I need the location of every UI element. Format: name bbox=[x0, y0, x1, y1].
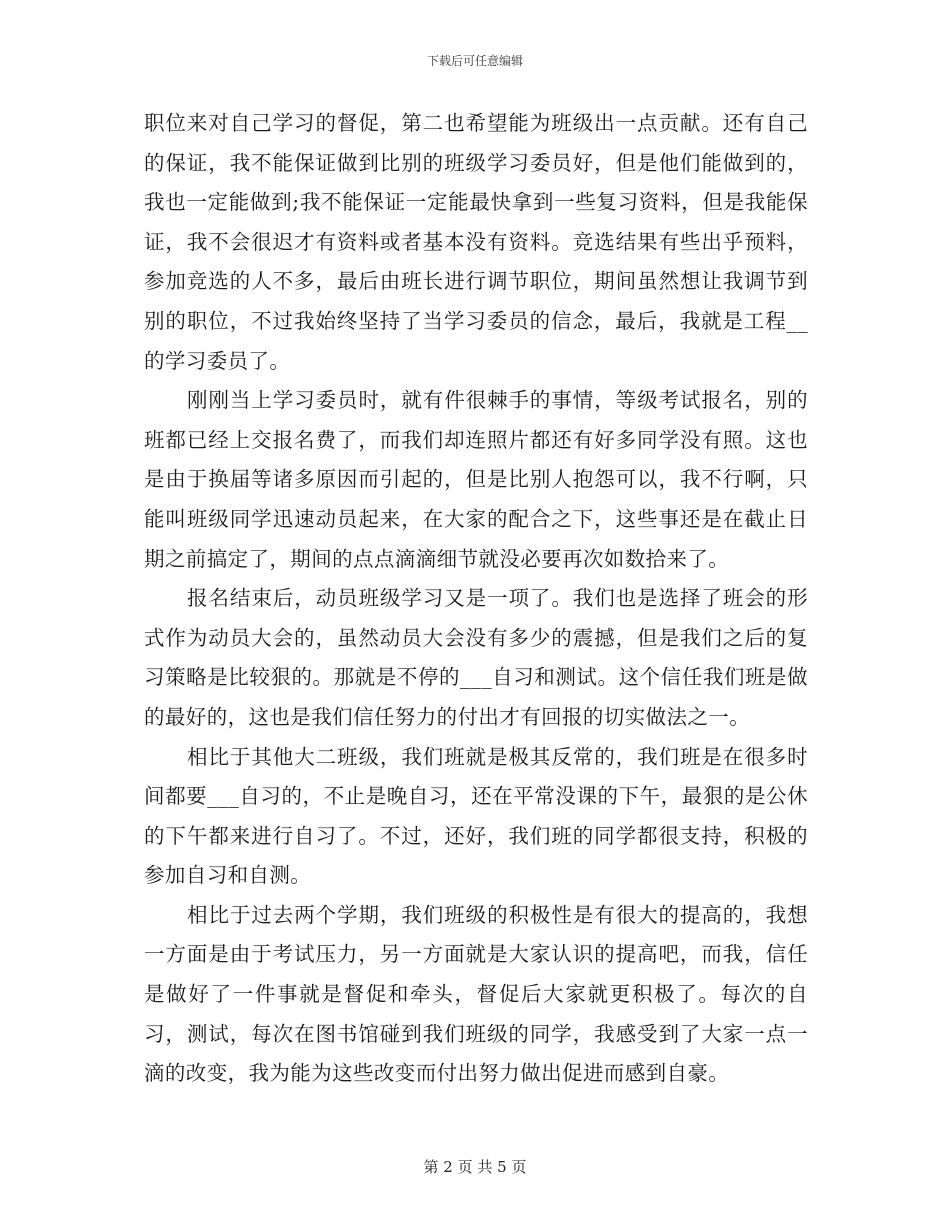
paragraph-3: 报名结束后，动员班级学习又是一项了。我们也是选择了班会的形式作为动员大会的，虽然动员大会没有多少的震撼，但是我们之后的复习策略是比较狠的。那就是不停的___自习和测试。这个信任我们班是做的最好的，这也是我们信任努力的付出才有回报的切实做法之一。 bbox=[144, 586, 808, 729]
paragraph-1: 职位来对自己学习的督促，第二也希望能为班级出一点贡献。还有自己的保证，我不能保证做到比别的班级学习委员好，但是他们能做到的，我也一定能做到;我不能保证一定能最快拿到一些复习资料，但是我能保证，我不会很迟才有资料或者基本没有资料。竞选结果有些出乎预料，参加竞选的人不多，最后由班长进行调节职位，期间虽然想让我调节到别的职位，不过我始终坚持了当学习委员的信念，最后，我就是工程__的学习委员了。 bbox=[144, 111, 808, 373]
paragraph-5: 相比于过去两个学期，我们班级的积极性是有很大的提高的，我想一方面是由于考试压力，另一方面就是大家认识的提高吧，而我，信任是做好了一件事就是督促和牵头，督促后大家就更积极了。每次的自习，测试，每次在图书馆碰到我们班级的同学，我感受到了大家一点一滴的改变，我为能为这些改变而付出努力做出促进而感到自豪。 bbox=[144, 902, 808, 1086]
document-body bbox=[144, 104, 808, 1094]
page-header-note: 下载后可任意编辑 bbox=[426, 54, 523, 68]
paragraph-4: 相比于其他大二班级，我们班就是极其反常的，我们班是在很多时间都要___自习的，不止是晚自习，还在平常没课的下午，最狠的是公休的下午都来进行自习了。不过，还好，我们班的同学都很支持，积极的参加自习和自测。 bbox=[144, 744, 808, 888]
page-number: 第 2 页 共 5 页 bbox=[423, 1158, 527, 1176]
paragraph-2: 刚刚当上学习委员时，就有件很棘手的事情，等级考试报名，别的班都已经上交报名费了，而我们却连照片都还有好多同学没有照。这也是由于换届等诸多原因而引起的，但是比别人抱怨可以，我不行啊，只能叫班级同学迅速动员起来，在大家的配合之下，这些事还是在截止日期之前搞定了，期间的点点滴滴细节就没必要再次如数拾来了。 bbox=[144, 388, 808, 571]
